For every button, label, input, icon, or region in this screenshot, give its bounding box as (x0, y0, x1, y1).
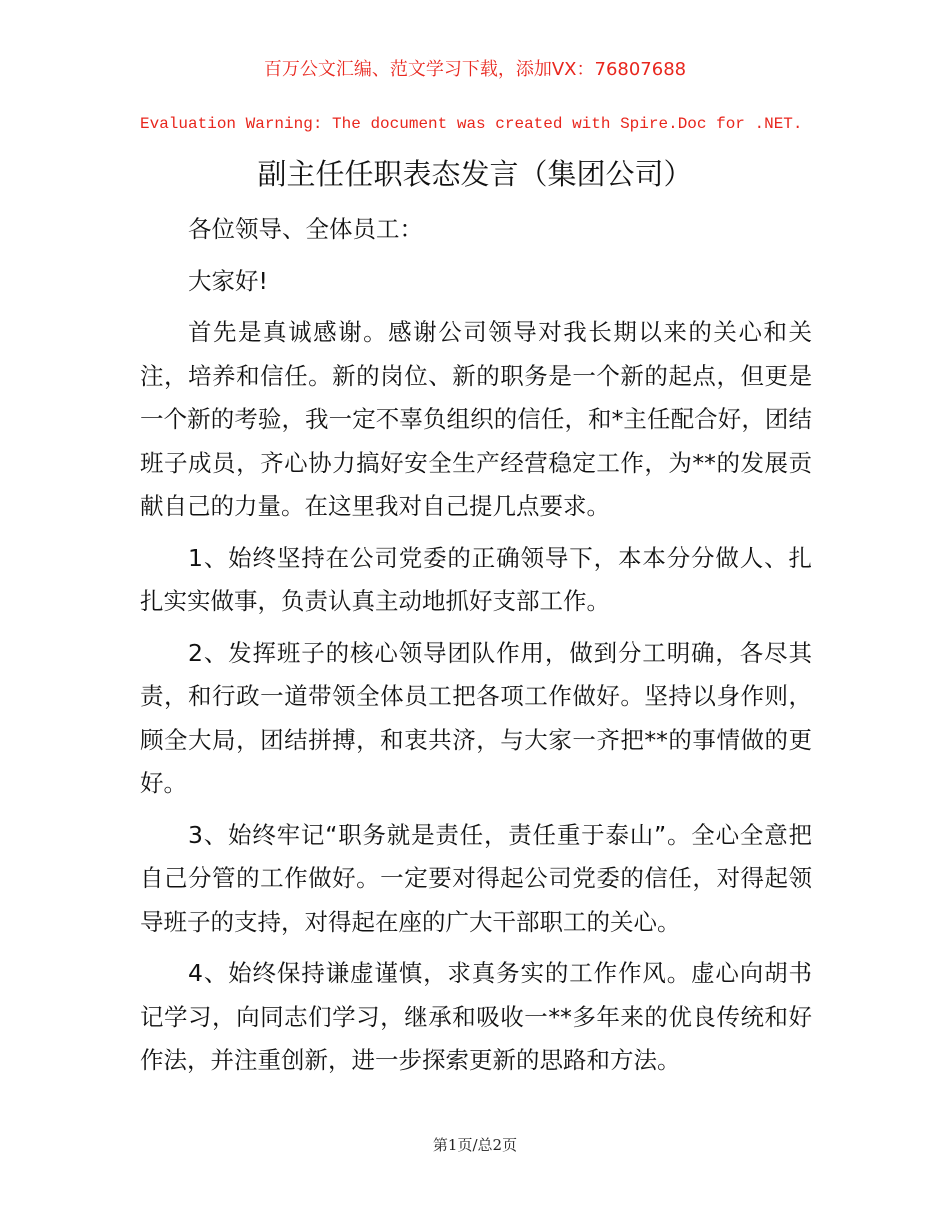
intro-paragraph: 首先是真诚感谢。感谢公司领导对我长期以来的关心和关注，培养和信任。新的岗位、新的职务是一个新的起点，但更是一个新的考验，我一定不辜负组织的信任，和*主任配合好，团结班子成员，齐心协力搞好安全生产经营稳定工作，为**的发展贡献自己的力量。在这里我对自己提几点要求。 (140, 318, 812, 520)
point-3-paragraph: 3、始终牢记“职务就是责任，责任重于泰山”。全心全意把自己分管的工作做好。一定要对得起公司党委的信任，对得起领导班子的支持，对得起在座的广大干部职工的关心。 (140, 820, 812, 936)
evaluation-warning: Evaluation Warning: The document was created with Spire.Doc for .NET. (140, 115, 803, 133)
greeting-paragraph: 大家好! (188, 266, 268, 295)
point-4-paragraph: 4、始终保持谦虚谨慎，求真务实的工作作风。虚心向胡书记学习，向同志们学习，继承和吸收一**多年来的优良传统和好作法，并注重创新，进一步探索更新的思路和方法。 (140, 959, 812, 1074)
point-1-paragraph: 1、始终坚持在公司党委的正确领导下，本本分分做人、扎扎实实做事，负责认真主动地抓好支部工作。 (140, 543, 812, 615)
document-title: 副主任任职表态发言（集团公司） (257, 157, 693, 191)
promo-header: 百万公文汇编、范文学习下载，添加VX：76807688 (263, 59, 687, 80)
document-body (140, 208, 812, 1091)
page-indicator: 第1页/总2页 (432, 1136, 518, 1154)
salutation-paragraph: 各位领导、全体员工： (188, 215, 423, 243)
point-2-paragraph: 2、发挥班子的核心领导团队作用，做到分工明确，各尽其责，和行政一道带领全体员工把各项工作做好。坚持以身作则，顾全大局，团结拼搏，和衷共济，与大家一齐把**的事情做的更好。 (140, 638, 812, 797)
